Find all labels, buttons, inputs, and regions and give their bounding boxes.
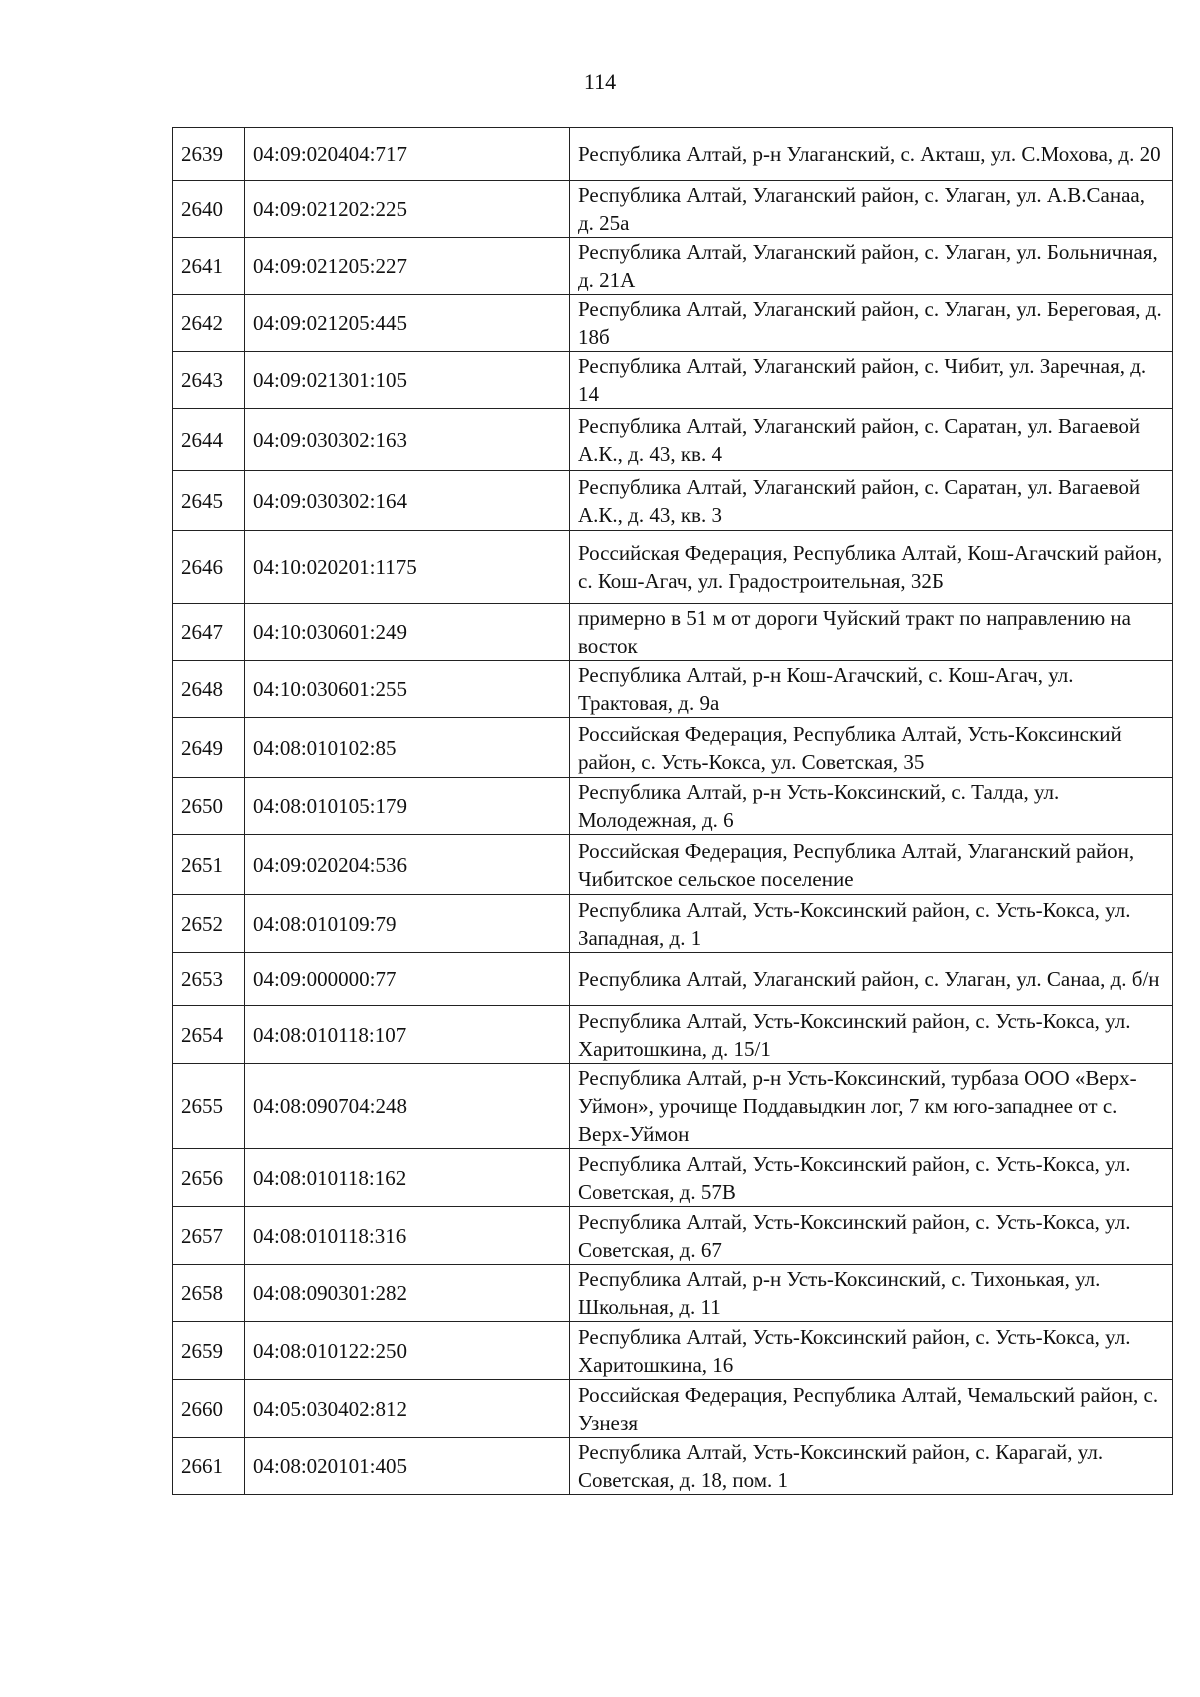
address-cell: Российская Федерация, Республика Алтай, Кош-Агачский район, с. Кош-Агач, ул. Градостроительная, 32Б [570, 531, 1173, 604]
cadastral-number-cell: 04:09:021205:227 [245, 238, 570, 295]
row-number-cell: 2644 [173, 409, 245, 471]
row-number-cell: 2654 [173, 1006, 245, 1064]
cadastral-number-cell: 04:08:010118:107 [245, 1006, 570, 1064]
cadastral-number-cell: 04:09:021205:445 [245, 295, 570, 352]
address-cell: Республика Алтай, Усть-Коксинский район, с. Усть-Кокса, ул. Советская, д. 67 [570, 1207, 1173, 1265]
address-cell: Республика Алтай, Улаганский район, с. Улаган, ул. Санаа, д. б/н [570, 953, 1173, 1006]
address-cell: Российская Федерация, Республика Алтай, Чемальский район, с. Узнезя [570, 1380, 1173, 1438]
address-cell: Республика Алтай, р-н Усть-Коксинский, с. Талда, ул. Молодежная, д. 6 [570, 778, 1173, 835]
row-number-cell: 2658 [173, 1265, 245, 1322]
address-cell: Республика Алтай, Улаганский район, с. Саратан, ул. Вагаевой А.К., д. 43, кв. 3 [570, 471, 1173, 531]
table-row [173, 531, 1173, 604]
table-row [173, 409, 1173, 471]
cadastral-number-cell: 04:08:010118:316 [245, 1207, 570, 1265]
row-number-cell: 2641 [173, 238, 245, 295]
row-number-cell: 2647 [173, 604, 245, 661]
address-cell: Республика Алтай, Усть-Коксинский район, с. Усть-Кокса, ул. Харитошкина, 16 [570, 1322, 1173, 1380]
table-row [173, 718, 1173, 778]
table-row [173, 128, 1173, 181]
table-row [173, 181, 1173, 238]
row-number-cell: 2652 [173, 895, 245, 953]
row-number-cell: 2643 [173, 352, 245, 409]
cadastral-number-cell: 04:08:090301:282 [245, 1265, 570, 1322]
cadastral-number-cell: 04:08:010105:179 [245, 778, 570, 835]
row-number-cell: 2639 [173, 128, 245, 181]
table-row [173, 953, 1173, 1006]
address-cell: Республика Алтай, р-н Кош-Агачский, с. Кош-Агач, ул. Трактовая, д. 9а [570, 661, 1173, 718]
row-number-cell: 2659 [173, 1322, 245, 1380]
table-row [173, 1006, 1173, 1064]
cadastral-number-cell: 04:08:020101:405 [245, 1438, 570, 1495]
table-row [173, 238, 1173, 295]
address-cell: Российская Федерация, Республика Алтай, Усть-Коксинский район, с. Усть-Кокса, ул. Советская, 35 [570, 718, 1173, 778]
row-number-cell: 2640 [173, 181, 245, 238]
row-number-cell: 2645 [173, 471, 245, 531]
cadastral-number-cell: 04:08:090704:248 [245, 1064, 570, 1149]
cadastral-number-cell: 04:09:030302:164 [245, 471, 570, 531]
row-number-cell: 2650 [173, 778, 245, 835]
address-cell: Республика Алтай, Усть-Коксинский район, с. Карагай, ул. Советская, д. 18, пом. 1 [570, 1438, 1173, 1495]
address-cell: Республика Алтай, Усть-Коксинский район, с. Усть-Кокса, ул. Западная, д. 1 [570, 895, 1173, 953]
table-row [173, 1149, 1173, 1207]
address-cell: Республика Алтай, Улаганский район, с. Улаган, ул. Береговая, д. 18б [570, 295, 1173, 352]
address-cell: Республика Алтай, р-н Усть-Коксинский, с. Тихонькая, ул. Школьная, д. 11 [570, 1265, 1173, 1322]
table-row [173, 1322, 1173, 1380]
row-number-cell: 2660 [173, 1380, 245, 1438]
cadastral-number-cell: 04:09:021202:225 [245, 181, 570, 238]
table-row [173, 1380, 1173, 1438]
cadastral-number-cell: 04:08:010118:162 [245, 1149, 570, 1207]
table-row [173, 661, 1173, 718]
cadastral-number-cell: 04:09:020204:536 [245, 835, 570, 895]
cadastral-number-cell: 04:08:010122:250 [245, 1322, 570, 1380]
page-number: 114 [583, 69, 617, 94]
table-row [173, 604, 1173, 661]
row-number-cell: 2653 [173, 953, 245, 1006]
row-number-cell: 2656 [173, 1149, 245, 1207]
address-cell: Республика Алтай, Улаганский район, с. Улаган, ул. Больничная, д. 21А [570, 238, 1173, 295]
table-row [173, 895, 1173, 953]
row-number-cell: 2661 [173, 1438, 245, 1495]
cadastral-number-cell: 04:08:010109:79 [245, 895, 570, 953]
table-row [173, 835, 1173, 895]
table-row [173, 1438, 1173, 1495]
table-body [173, 128, 1173, 1495]
row-number-cell: 2648 [173, 661, 245, 718]
table-row [173, 471, 1173, 531]
cadastral-number-cell: 04:09:021301:105 [245, 352, 570, 409]
cadastral-number-cell: 04:10:020201:1175 [245, 531, 570, 604]
address-cell: Российская Федерация, Республика Алтай, Улаганский район, Чибитское сельское поселение [570, 835, 1173, 895]
cadastral-number-cell: 04:09:000000:77 [245, 953, 570, 1006]
address-cell: Республика Алтай, Улаганский район, с. Саратан, ул. Вагаевой А.К., д. 43, кв. 4 [570, 409, 1173, 471]
row-number-cell: 2657 [173, 1207, 245, 1265]
address-cell: Республика Алтай, р-н Усть-Коксинский, турбаза ООО «Верх-Уймон», урочище Поддавыдкин лог, 7 км юго-западнее от с. Верх-Уймон [570, 1064, 1173, 1149]
address-cell: Республика Алтай, Улаганский район, с. Чибит, ул. Заречная, д. 14 [570, 352, 1173, 409]
cadastral-number-cell: 04:09:020404:717 [245, 128, 570, 181]
cadastral-number-cell: 04:08:010102:85 [245, 718, 570, 778]
address-cell: Республика Алтай, Улаганский район, с. Улаган, ул. А.В.Санаа, д. 25а [570, 181, 1173, 238]
address-cell: примерно в 51 м от дороги Чуйский тракт по направлению на восток [570, 604, 1173, 661]
row-number-cell: 2642 [173, 295, 245, 352]
table-row [173, 295, 1173, 352]
address-cell: Республика Алтай, р-н Улаганский, с. Акташ, ул. С.Мохова, д. 20 [570, 128, 1173, 181]
table-row [173, 1265, 1173, 1322]
property-registry-table [172, 127, 1173, 1495]
address-cell: Республика Алтай, Усть-Коксинский район, с. Усть-Кокса, ул. Советская, д. 57В [570, 1149, 1173, 1207]
cadastral-number-cell: 04:09:030302:163 [245, 409, 570, 471]
cadastral-number-cell: 04:10:030601:249 [245, 604, 570, 661]
row-number-cell: 2651 [173, 835, 245, 895]
cadastral-number-cell: 04:05:030402:812 [245, 1380, 570, 1438]
row-number-cell: 2646 [173, 531, 245, 604]
table-row [173, 1207, 1173, 1265]
address-cell: Республика Алтай, Усть-Коксинский район, с. Усть-Кокса, ул. Харитошкина, д. 15/1 [570, 1006, 1173, 1064]
row-number-cell: 2655 [173, 1064, 245, 1149]
table-row [173, 1064, 1173, 1149]
table-row [173, 352, 1173, 409]
row-number-cell: 2649 [173, 718, 245, 778]
table-row [173, 778, 1173, 835]
cadastral-number-cell: 04:10:030601:255 [245, 661, 570, 718]
